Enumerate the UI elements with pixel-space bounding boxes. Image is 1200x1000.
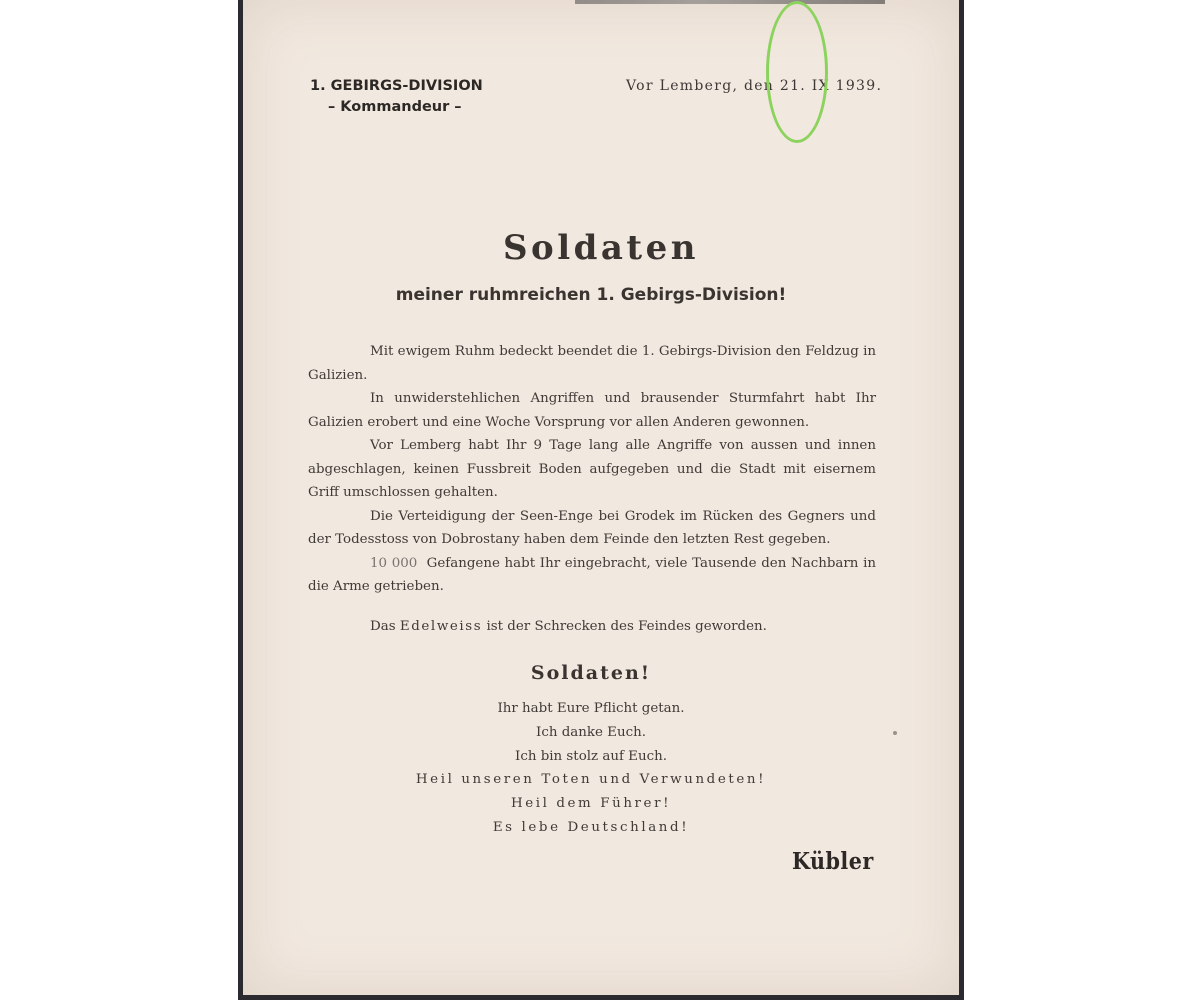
commander-title: – Kommandeur – <box>328 99 462 115</box>
paragraph-3: Vor Lemberg habt Ihr 9 Tage lang alle Angriffe von aussen und innen abgeschlagen, keinen Fussbreit Boden aufgegeben und die Stadt mit eisernem Griff umschlossen gehalten. <box>308 438 876 500</box>
paragraph-1: Mit ewigem Ruhm bedeckt beendet die 1. Gebirgs-Division den Feldzug in Galizien. <box>308 344 876 383</box>
paragraph-edelweiss <box>308 615 876 639</box>
paper-speck <box>893 731 897 735</box>
edelweiss-after: ist der Schrecken des Feindes geworden. <box>486 618 767 634</box>
closing-line-3: Ich bin stolz auf Euch. <box>515 748 667 764</box>
place-date: Vor Lemberg, den 21. IX 1939. <box>626 78 883 94</box>
closing-line-4: Heil unseren Toten und Verwundeten! <box>415 772 767 788</box>
prisoner-count: 10 000 <box>370 555 418 571</box>
closing-title: Soldaten! <box>530 662 652 684</box>
paragraph-5 <box>308 552 876 599</box>
closing-line-5: Heil dem Führer! <box>510 796 672 812</box>
edelweiss-word: Edelweiss <box>399 618 483 634</box>
prisoner-text: Gefangene habt Ihr eingebracht, viele Tausende den Nachbarn in die Arme getrieben. <box>308 555 877 594</box>
division-name: 1. GEBIRGS-DIVISION <box>310 78 483 94</box>
edelweiss-before: Das <box>370 618 396 634</box>
paragraph-4: Die Verteidigung der Seen-Enge bei Grodek im Rücken des Gegners und der Todesstoss von Dobrostany haben dem Feinde den letzten Rest gegeben. <box>308 508 876 547</box>
document-title: Soldaten <box>502 228 699 268</box>
highlight-circle-annotation <box>766 1 828 143</box>
closing-lines <box>243 697 939 840</box>
document-body <box>308 340 876 638</box>
signature: Kübler <box>792 848 874 875</box>
letterhead <box>310 76 510 118</box>
closing-line-1: Ihr habt Eure Pflicht getan. <box>497 701 685 716</box>
closing-line-6: Es lebe Deutschland! <box>492 819 690 835</box>
paragraph-2: In unwiderstehlichen Angriffen und brausender Sturmfahrt habt Ihr Galizien erobert und eine Woche Vorsprung vor allen Anderen gewonnen. <box>308 391 876 430</box>
document-subtitle: meiner ruhmreichen 1. Gebirgs-Division! <box>395 285 787 305</box>
closing-line-2: Ich danke Euch. <box>536 724 646 740</box>
torn-top-edge <box>575 0 885 4</box>
